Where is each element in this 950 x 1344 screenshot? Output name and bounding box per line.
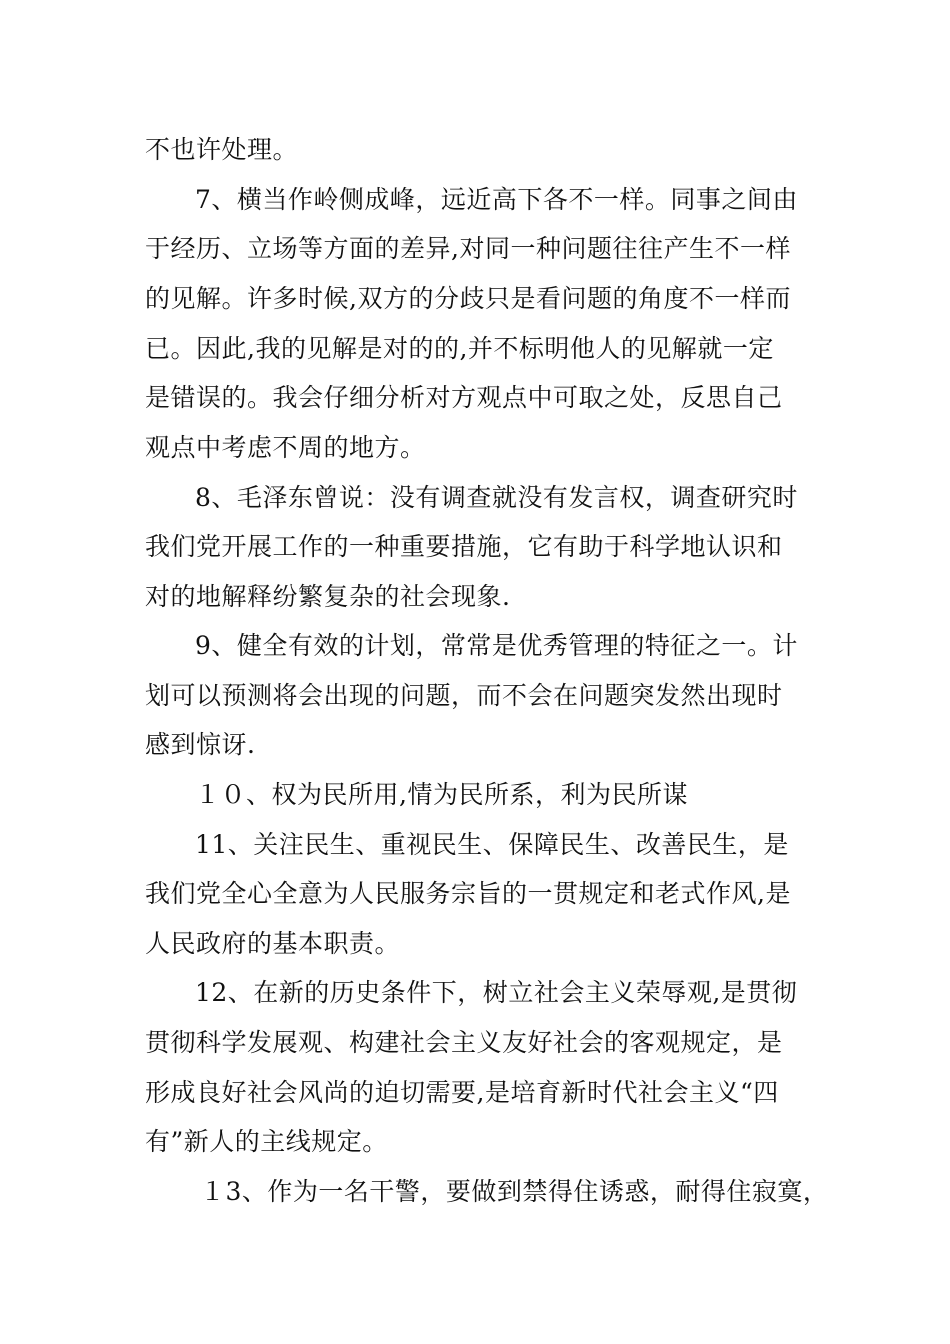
text-line: 我们党开展工作的一种重要措施，它有助于科学地认识和 [145, 532, 783, 561]
text-line: 人民政府的基本职责。 [145, 929, 401, 958]
text-line: 不也许处理。 [145, 135, 299, 164]
paragraph-12-start: 12、在新的历史条件下，树立社会主义荣辱观,是贯彻 [195, 978, 798, 1007]
paragraph-13-start: １3、作为一名干警，要做到禁得住诱惑，耐得住寂寞， [200, 1177, 829, 1206]
paragraph-11-start: 11、关注民生、重视民生、保障民生、改善民生，是 [195, 830, 789, 859]
text-line: 划可以预测将会出现的问题，而不会在问题突发然出现时 [145, 681, 783, 710]
text-line: 形成良好社会风尚的迫切需要,是培育新时代社会主义“四 [145, 1078, 779, 1107]
paragraph-10: １０、权为民所用,情为民所系，利为民所谋 [195, 780, 688, 809]
text-line: 感到惊讶. [145, 730, 256, 759]
paragraph-8-start: 8、毛泽东曾说：没有调查就没有发言权，调查研究时 [195, 483, 798, 512]
text-line: 贯彻科学发展观、构建社会主义友好社会的客观规定，是 [145, 1028, 783, 1057]
text-line: 我们党全心全意为人民服务宗旨的一贯规定和老式作风,是 [145, 879, 791, 908]
text-line: 观点中考虑不周的地方。 [145, 433, 426, 462]
text-line: 有”新人的主线规定。 [145, 1127, 388, 1156]
text-line: 已。因此,我的见解是对的的,并不标明他人的见解就一定 [145, 334, 774, 363]
text-line: 对的地解释纷繁复杂的社会现象. [145, 582, 511, 611]
text-line: 是错误的。我会仔细分析对方观点中可取之处，反思自己 [145, 383, 783, 412]
text-line: 的见解。许多时候,双方的分歧只是看问题的角度不一样而 [145, 284, 791, 313]
paragraph-9-start: 9、健全有效的计划，常常是优秀管理的特征之一。计 [195, 631, 798, 660]
paragraph-7-start: 7、横当作岭侧成峰，远近高下各不一样。同事之间由 [195, 185, 798, 214]
text-line: 于经历、立场等方面的差异,对同一种问题往往产生不一样 [145, 234, 791, 263]
